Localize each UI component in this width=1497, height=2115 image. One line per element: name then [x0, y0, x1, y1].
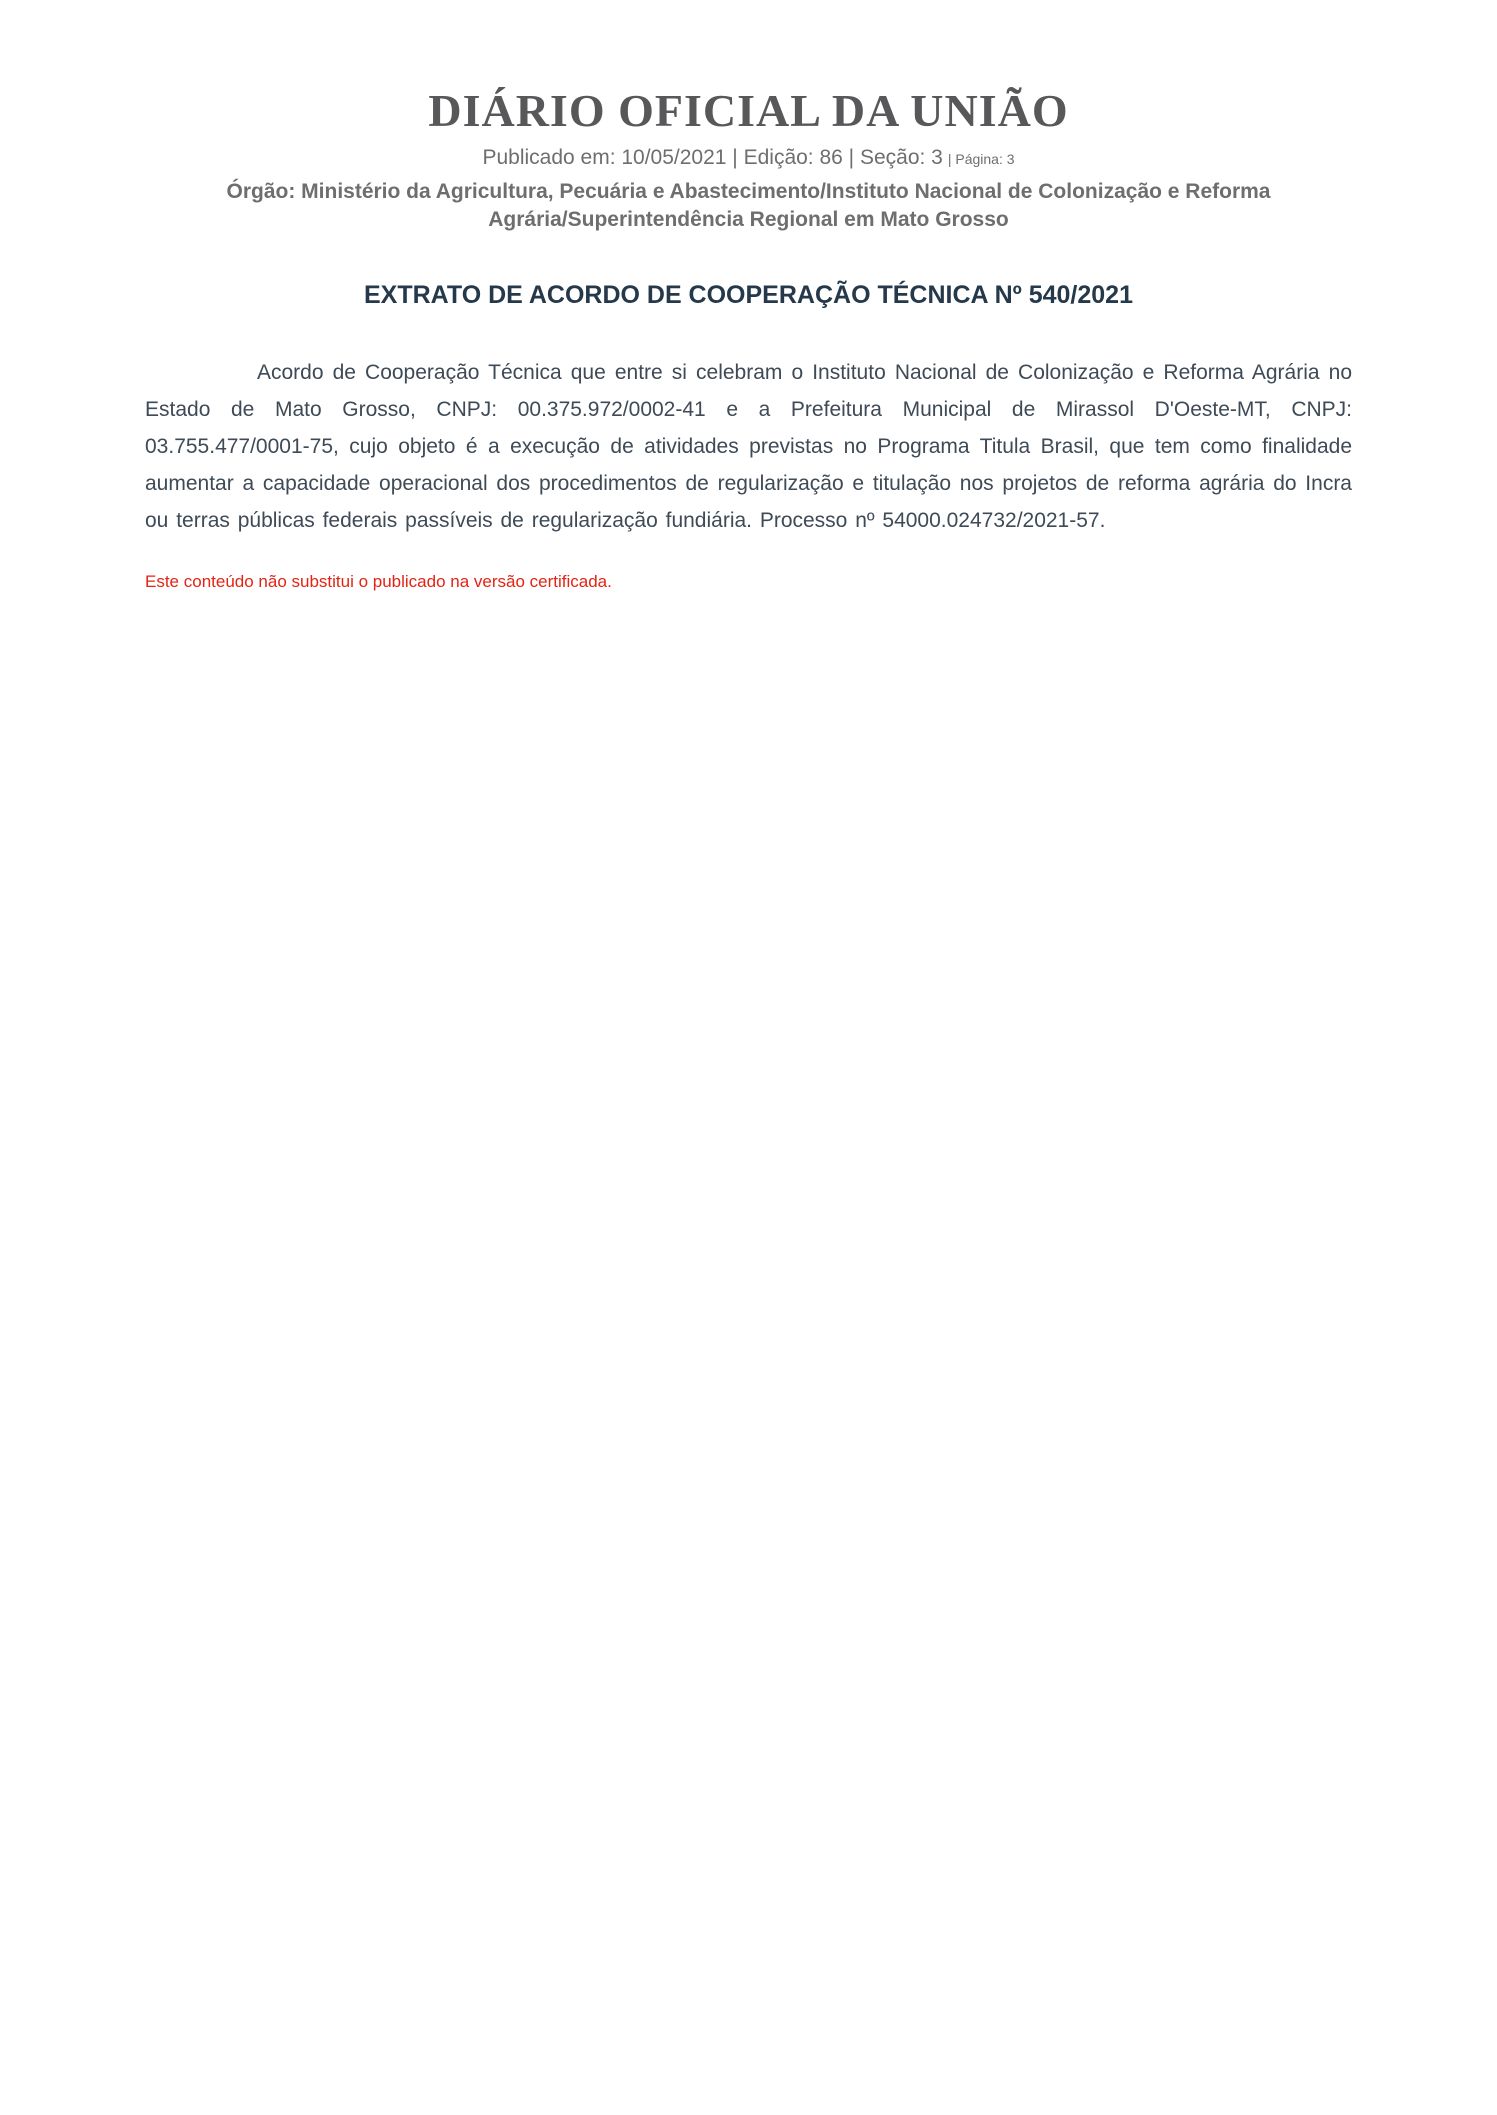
- gazette-footer: [145, 571, 1352, 593]
- certification-disclaimer: Este conteúdo não substitui o publicado na versão certificada.: [145, 572, 612, 591]
- article-title: EXTRATO DE ACORDO DE COOPERAÇÃO TÉCNICA Nº 540/2021: [364, 281, 1133, 309]
- gazette-article: [145, 280, 1352, 539]
- masthead-title: DIÁRIO OFICIAL DA UNIÃO: [428, 85, 1069, 136]
- organ-attribution: Órgão: Ministério da Agricultura, Pecuária e Abastecimento/Instituto Nacional de Colonização e Reforma Agrária/Superintendência Regional em Mato Grosso: [226, 180, 1271, 231]
- article-body-paragraph: Acordo de Cooperação Técnica que entre si celebram o Instituto Nacional de Colonização e Reforma Agrária no Estado de Mato Grosso, CNPJ: 00.375.972/0002-41 e a Prefeitura Municipal de Mirassol D'Oeste-MT, CNPJ: 03.755.477/0001-75, cujo objeto é a execução de atividades previstas no Programa Titula Brasil, que tem como finalidade aumentar a capacidade operacional dos procedimentos de regularização e titulação nos projetos de reforma agrária do Incra ou terras públicas federais passíveis de regularização fundiária. Processo nº 54000.024732/2021-57.: [145, 361, 1352, 532]
- publication-page-number: | Página: 3: [947, 151, 1015, 167]
- publication-info-line: [145, 145, 1352, 172]
- gazette-masthead: [145, 85, 1352, 234]
- publication-date-edition-section: Publicado em: 10/05/2021 | Edição: 86 | Seção: 3: [482, 146, 943, 169]
